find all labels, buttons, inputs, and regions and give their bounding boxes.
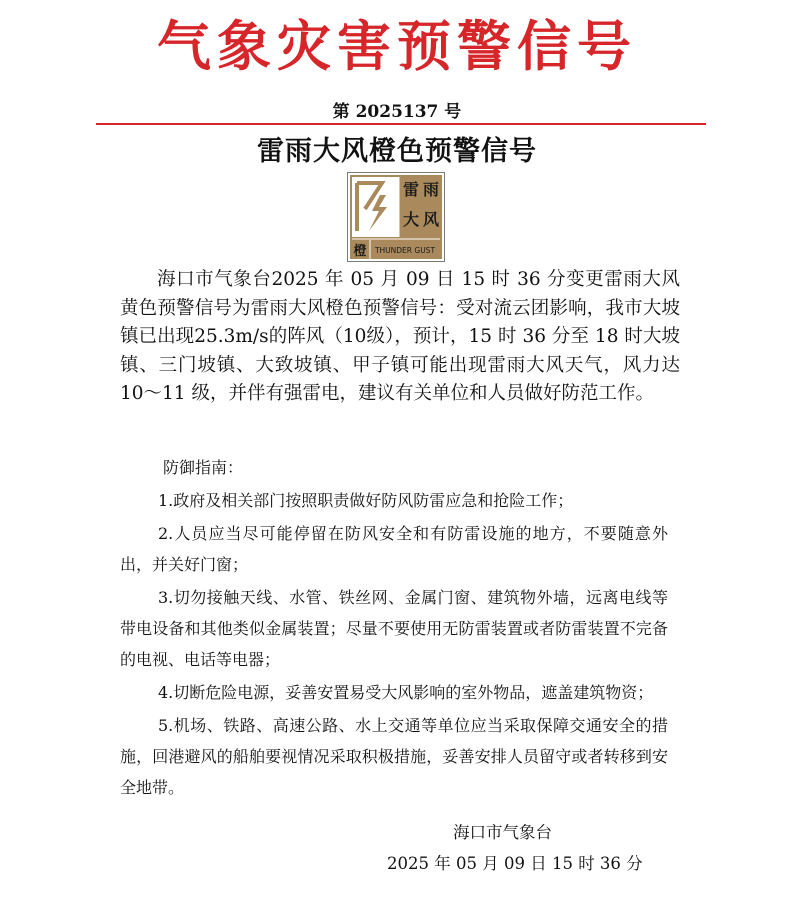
warning-badge-graphic	[348, 173, 444, 261]
header-divider	[96, 123, 706, 125]
signal-title: 雷雨大风橙色预警信号	[257, 136, 537, 167]
guidance-item: 1.政府及相关部门按照职责做好防风防雷应急和抢险工作；	[158, 491, 574, 510]
guidance-heading: 防御指南：	[163, 458, 244, 477]
issuer-name: 海口市气象台	[453, 823, 552, 842]
issue-timestamp: 2025 年 05 月 09 日 15 时 36 分	[387, 854, 643, 873]
warning-paragraph: 海口市气象台2025 年 05 月 09 日 15 时 36 分变更雷雨大风黄色预警信号为雷雨大风橙色预警信号：受对流云团影响，我市大坡镇已出现25.3m/s的阵风（10级），预计，15 时 36 分至 18 时大坡镇、三门坡镇、大致坡镇、甲子镇可能出现雷雨大风天气，风力达10～11 级，并伴有强雷电，建议有关单位和人员做好防范工作。	[120, 269, 680, 404]
badge-char-3: 大	[402, 210, 420, 229]
badge-english-label: THUNDER GUST	[374, 246, 436, 255]
warning-signal-badge	[347, 172, 445, 262]
masthead-title: 气象灾害预警信号	[157, 15, 637, 78]
guidance-list	[120, 485, 668, 805]
guidance-item: 3.切勿接触天线、水管、铁丝网、金属门窗、建筑物外墙，远离电线等带电设备和其他类似金属装置；尽量不要使用无防雷装置或者防雷装置不完备的电视、电话等电器；	[120, 588, 668, 669]
guidance-item: 2.人员应当尽可能停留在防风安全和有防雷设施的地方，不要随意外出，并关好门窗；	[120, 524, 668, 574]
badge-char-1: 雷	[402, 180, 420, 199]
badge-char-4: 风	[422, 210, 440, 229]
guidance-item: 4.切断危险电源，妥善安置易受大风影响的室外物品，遮盖建筑物资；	[158, 683, 654, 702]
badge-color-label: 橙	[353, 244, 367, 259]
guidance-item: 5.机场、铁路、高速公路、水上交通等单位应当采取保障交通安全的措施，回港避风的船舶要视情况采取积极措施，妥善安排人员留守或者转移到安全地带。	[120, 716, 668, 797]
document-number: 第 2025137 号	[332, 102, 462, 122]
badge-char-2: 雨	[422, 180, 440, 199]
